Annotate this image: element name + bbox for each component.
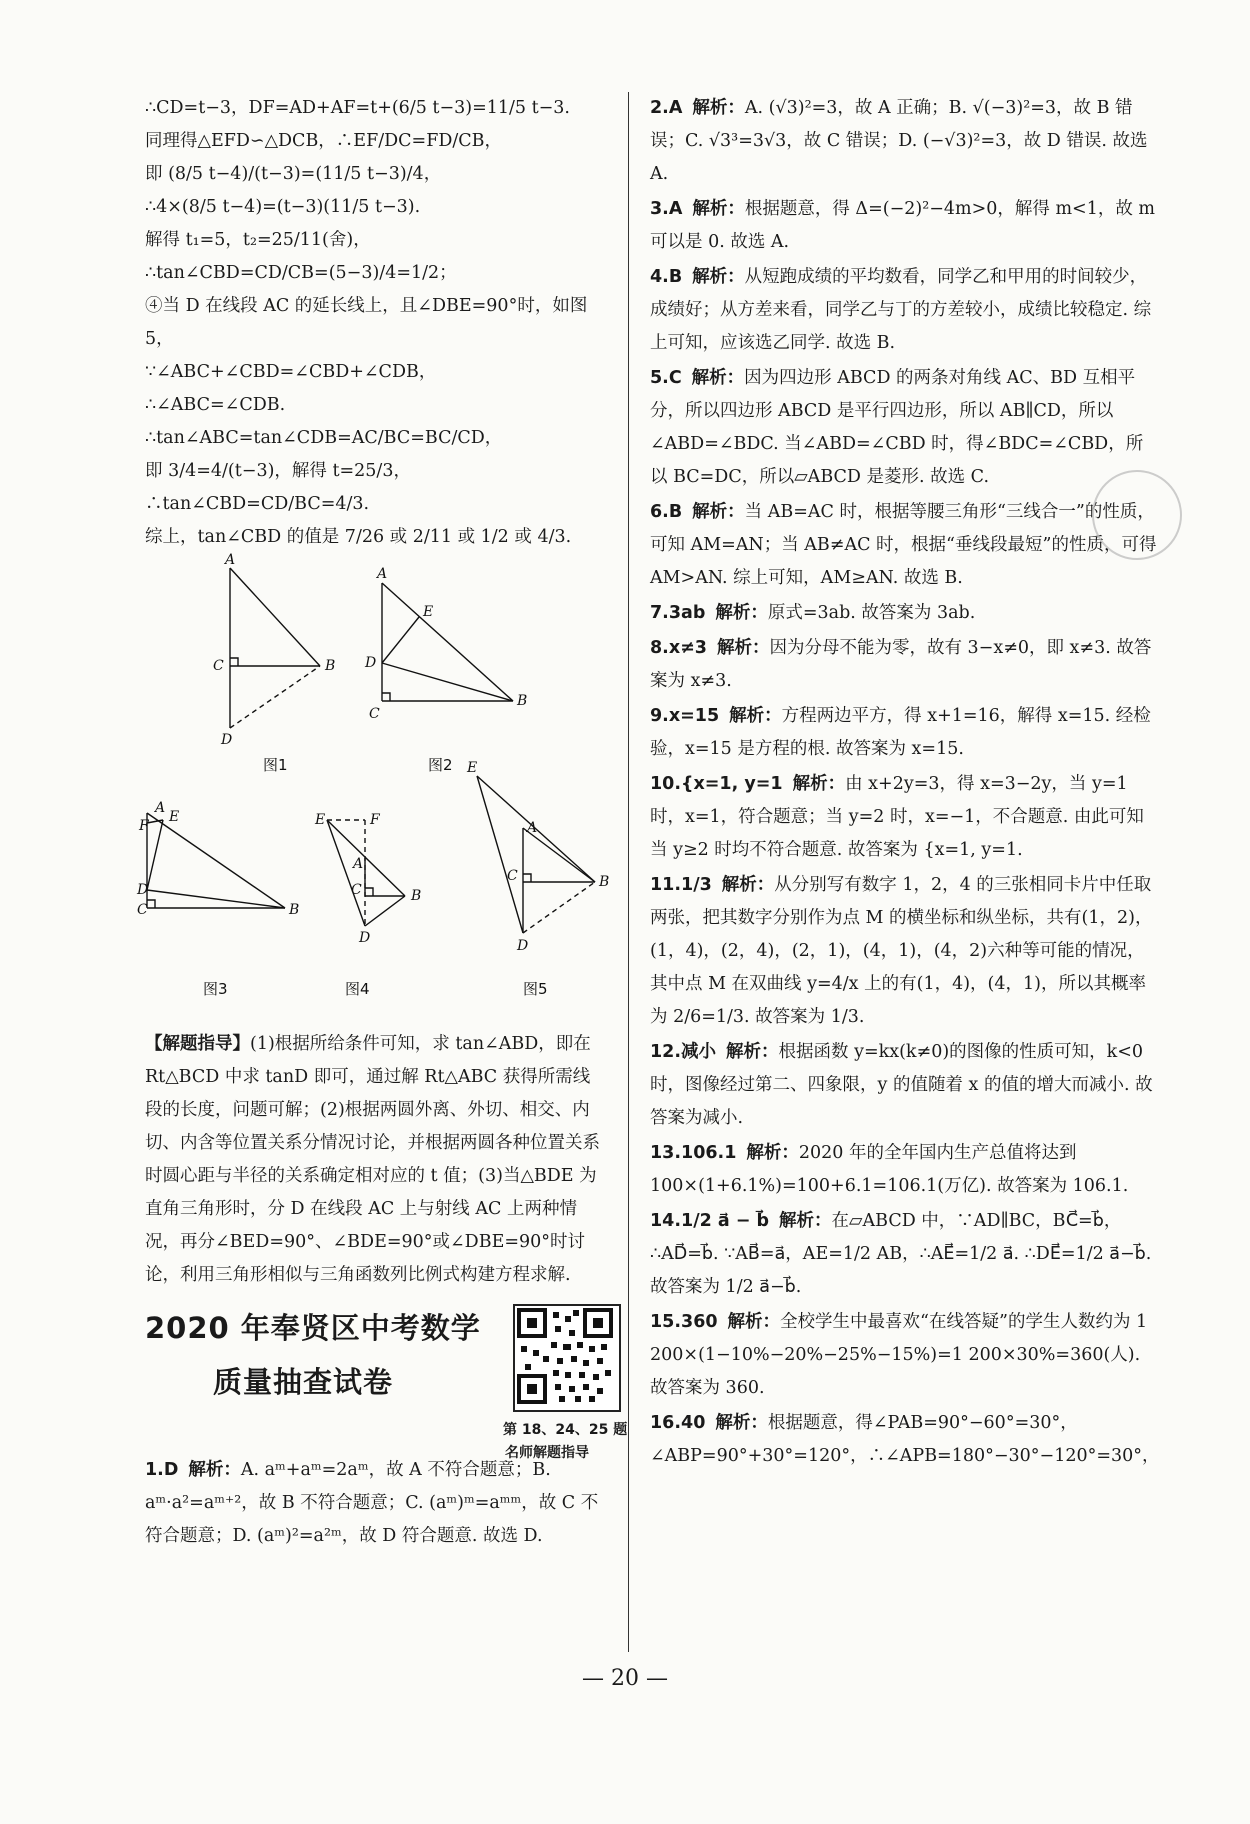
- analysis-text: 从分别写有数字 1，2，4 的三张相同卡片中任取两张，把其数字分别作为点 M 的横坐标和纵坐标，共有(1，2)，(1，4)，(2，4)，(2，1)，(4，1)，(4，2)六种等可能的情况，其中点 M 在双曲线 y=4/x 上的有(1，4)，(4，1)，所以其概率为 2/6=1/3. 故答案为 1/3.: [650, 875, 1153, 1027]
- analysis-label: 解析：: [792, 774, 846, 794]
- question-answer: A: [668, 98, 683, 118]
- question-number: 3.: [650, 199, 669, 219]
- analysis-label: 解析：: [691, 368, 745, 388]
- fig3-caption: 图3: [203, 980, 228, 998]
- analysis-label: 解析：: [729, 706, 782, 726]
- question-answer: {x=1, y=1: [681, 774, 783, 794]
- question-12: [650, 1036, 1160, 1135]
- left-line-11: 即 3/4=4/(t−3)，解得 t=25/3，∴tan∠CBD=CD/BC=4/3.: [145, 461, 411, 514]
- qr-code[interactable]: [513, 1304, 621, 1412]
- fig2-caption: 图2: [428, 756, 453, 774]
- question-6: [650, 496, 1160, 595]
- question-2: [650, 92, 1160, 191]
- qr-caption-guide: 名师解题指导: [505, 1445, 589, 1461]
- question-number: 6.: [650, 502, 669, 522]
- question-14: [650, 1205, 1160, 1304]
- question-number: 10.: [650, 774, 682, 794]
- question-number: 2.: [650, 98, 669, 118]
- question-5: [650, 362, 1160, 494]
- analysis-text: 由 x+2y=3，得 x=3−2y，当 y=1 时，x=1，符合题意；当 y=2 时，x=−1，不合题意. 由此可知当 y≥2 时均不符合题意. 故答案为 {x=1, y=1.: [650, 774, 1144, 860]
- figures-svg: [137, 552, 610, 1028]
- left-line-12: 综上，tan∠CBD 的值是 7/26 或 2/11 或 1/2 或 4/3.: [145, 527, 572, 547]
- analysis-text: A. aᵐ+aᵐ=2aᵐ，故 A 不符合题意；B. aᵐ·a²=aᵐ⁺²，故 B 不符合题意；C. (aᵐ)ᵐ=aᵐᵐ，故 C 不符合题意；D. (aᵐ)²=a²ᵐ，故 D 符合题意. 故选 D.: [145, 1460, 599, 1546]
- question-number: 15.: [650, 1312, 682, 1332]
- fig3-label-a: A: [155, 800, 166, 816]
- hint-text: (1)根据所给条件可知，求 tan∠ABD，即在 Rt△BCD 中求 tanD 即可，通过解 Rt△ABC 获得所需线段的长度，问题可解；(2)根据两圆外离、外切、相交、内切、内含等位置关系分情况讨论，并根据两圆各种位置关系时圆心距与半径的关系确定相对应的 t 值；(3)当△BDE 为直角三角形时，分 D 在线段 AC 上与射线 AC 上两种情况，再分∠BED=90°、∠BDE=90°或∠DBE=90°时讨论，利用三角形相似与三角函数列比例式构建方程求解.: [145, 1034, 600, 1285]
- exam-title-line-1: 2020 年奉贤区中考数学: [145, 1311, 481, 1345]
- left-line-10: ∴tan∠ABC=tan∠CDB=AC/BC=BC/CD，: [145, 428, 503, 448]
- right-column: [650, 92, 1160, 1475]
- left-line-9: ∴∠ABC=∠CDB.: [145, 395, 286, 415]
- fig4-label-d: D: [359, 930, 371, 946]
- fig5-label-a: A: [527, 820, 538, 836]
- fig3-label-b: B: [289, 902, 300, 918]
- fig2-label-e: E: [423, 604, 434, 620]
- fig2-segment-ab: [382, 583, 513, 701]
- fig1-label-a: A: [225, 552, 236, 568]
- question-number: 5.: [650, 368, 669, 388]
- analysis-label: 解析：: [716, 638, 770, 658]
- fig2-segment-db: [382, 663, 513, 701]
- fig3-label-f: F: [139, 818, 149, 834]
- analysis-text: 根据题意，得 Δ=(−2)²−4m>0，解得 m<1，故 m 可以是 0. 故选 A.: [650, 199, 1156, 252]
- fig4-right-angle: [365, 888, 373, 896]
- fig5-segment-db: [523, 882, 595, 933]
- analysis-label: 解析：: [715, 1413, 768, 1433]
- fig3-label-c: C: [137, 902, 148, 918]
- left-line-4: ∴4×(8/5 t−4)=(t−3)(11/5 t−3).: [145, 197, 421, 217]
- analysis-label: 解析：: [721, 875, 775, 895]
- fig4-label-a: A: [353, 856, 364, 872]
- analysis-label: 解析：: [692, 199, 745, 219]
- fig1-label-d: D: [221, 732, 233, 748]
- analysis-text: 2020 年的全年国内生产总值将达到 100×(1+6.1%)=100+6.1=106.1(万亿). 故答案为 106.1.: [650, 1143, 1129, 1196]
- left-line-3: 即 (8/5 t−4)/(t−3)=(11/5 t−3)/4，: [145, 164, 442, 184]
- fig2-label-c: C: [369, 706, 380, 722]
- qr-caption-questions: 第 18、24、25 题: [503, 1422, 628, 1438]
- analysis-label: 解析：: [715, 603, 768, 623]
- question-answer: x≠3: [668, 638, 707, 658]
- analysis-text: 从短跑成绩的平均数看，同学乙和甲用的时间较少，成绩好；从方差来看，同学乙与丁的方差较小，成绩比较稳定. 综上可知，应该选乙同学. 故选 B.: [650, 267, 1152, 353]
- analysis-text: 原式=3ab. 故答案为 3ab.: [767, 603, 976, 623]
- analysis-text: 根据题意，得∠PAB=90°−60°=30°，∠ABP=90°+30°=120°，∴∠APB=180°−30°−120°=30°，: [650, 1413, 1160, 1466]
- exam-title-block: [145, 1304, 628, 1461]
- fig2-right-angle: [382, 693, 390, 701]
- question-number: 1.: [145, 1460, 164, 1480]
- geometry-figures: [137, 552, 610, 1028]
- question-number: 7.: [650, 603, 669, 623]
- fig4-label-b: B: [411, 888, 422, 904]
- figure-4: [314, 812, 421, 946]
- exam-title-line-2: 质量抽查试卷: [213, 1365, 394, 1399]
- fig5-label-d: D: [517, 938, 529, 954]
- figure-1: [213, 552, 335, 748]
- question-number: 13.: [650, 1143, 682, 1163]
- question-16: [650, 1407, 1160, 1473]
- question-answer: D: [163, 1460, 179, 1480]
- question-number: 14.: [650, 1211, 682, 1231]
- fig5-segment-ab: [523, 828, 595, 882]
- analysis-text: A. (√3)²=3，故 A 正确；B. √(−3)²=3，故 B 错误；C. √3³=3√3，故 C 错误；D. (−√3)²=3，故 D 错误. 故选 A.: [650, 98, 1148, 184]
- question-answer: 360: [681, 1312, 718, 1332]
- fig1-label-c: C: [213, 658, 224, 674]
- fig3-segment-db: [147, 890, 285, 908]
- solution-hint: [145, 1028, 603, 1292]
- page-number: — 20 —: [582, 1666, 668, 1691]
- analysis-label: 解析：: [779, 1211, 832, 1231]
- question-answer: B: [668, 267, 683, 287]
- qr-code-graphic: [515, 1306, 615, 1406]
- fig4-segment-ed: [327, 820, 365, 926]
- left-column: [137, 92, 628, 1555]
- question-answer: x=15: [668, 706, 720, 726]
- figure-2: [364, 566, 527, 722]
- analysis-text: 因为分母不能为零，故有 3−x≠0，即 x≠3. 故答案为 x≠3.: [650, 638, 1152, 691]
- analysis-text: 全校学生中最喜欢“在线答疑”的学生人数约为 1 200×(1−10%−20%−25%−15%)=1 200×30%=360(人). 故答案为 360.: [650, 1312, 1148, 1398]
- question-number: 11.: [650, 875, 682, 895]
- analysis-label: 解析：: [692, 98, 745, 118]
- stamp-watermark-icon: [1092, 470, 1182, 560]
- analysis-text: 在▱ABCD 中，∵AD∥BC，BC⃗=b⃗，∴AD⃗=b⃗. ∵AB⃗=a⃗，AE=1/2 AB，∴AE⃗=1/2 a⃗. ∴DE⃗=1/2 a⃗−b⃗. 故答案为 1/2 a⃗−b⃗.: [650, 1211, 1152, 1297]
- fig3-label-d: D: [137, 882, 149, 898]
- left-line-8: ∵∠ABC+∠CBD=∠CBD+∠CDB，: [145, 362, 437, 382]
- question-11: [650, 869, 1160, 1034]
- fig1-caption: 图1: [263, 756, 288, 774]
- question-answer: B: [668, 502, 683, 522]
- left-line-1: ∴CD=t−3，DF=AD+AF=t+(6/5 t−3)=11/5 t−3.: [145, 98, 570, 118]
- fig2-label-a: A: [377, 566, 388, 582]
- fig5-label-e: E: [467, 760, 478, 776]
- question-7: [650, 597, 1160, 630]
- fig5-right-angle: [523, 874, 531, 882]
- question-15: [650, 1306, 1160, 1405]
- fig1-label-b: B: [325, 658, 336, 674]
- fig2-label-b: B: [517, 693, 528, 709]
- question-number: 4.: [650, 267, 669, 287]
- question-4: [650, 261, 1160, 360]
- analysis-label: 解析：: [692, 502, 745, 522]
- fig4-label-f: F: [370, 812, 380, 828]
- fig2-segment-de: [382, 617, 419, 663]
- figure-5: [466, 760, 609, 954]
- fig4-caption: 图4: [345, 980, 370, 998]
- question-answer: 减小: [681, 1042, 717, 1062]
- left-line-7: ④当 D 在线段 AC 的延长线上，且∠DBE=90°时，如图 5，: [145, 296, 588, 349]
- fig4-label-c: C: [351, 882, 362, 898]
- fig1-segment-ab: [230, 568, 320, 666]
- analysis-label: 解析：: [692, 267, 745, 287]
- fig3-label-e: E: [169, 809, 180, 825]
- question-8: [650, 632, 1160, 698]
- fig1-segment-db: [230, 666, 320, 728]
- question-number: 12.: [650, 1042, 682, 1062]
- analysis-label: 解析：: [726, 1042, 779, 1062]
- analysis-label: 解析：: [188, 1460, 241, 1480]
- fig1-right-angle: [230, 658, 238, 666]
- analysis-text: 因为四边形 ABCD 的两条对角线 AC、BD 互相平分，所以四边形 ABCD 是平行四边形，所以 AB∥CD，所以∠ABD=∠BDC. 当∠ABD=∠CBD 时，得∠BDC=∠CBD，所以 BC=DC，所以▱ABCD 是菱形. 故选 C.: [650, 368, 1144, 487]
- fig5-segment-ed: [477, 776, 523, 933]
- question-answer: 40: [681, 1413, 706, 1433]
- question-answer: A: [668, 199, 683, 219]
- fig3-right-angle: [147, 900, 155, 908]
- left-line-5: 解得 t₁=5，t₂=25/11(舍)，: [145, 230, 371, 250]
- question-answer: 106.1: [681, 1143, 737, 1163]
- figure-3: [136, 800, 299, 918]
- question-answer: 1/3: [681, 875, 712, 895]
- fig5-caption: 图5: [523, 980, 548, 998]
- question-answer: 1/2 a⃗ − b⃗: [681, 1211, 770, 1231]
- fig5-label-c: C: [507, 868, 518, 884]
- question-13: [650, 1137, 1160, 1203]
- fig4-label-e: E: [315, 812, 326, 828]
- question-answer: C: [668, 368, 682, 388]
- fig5-label-b: B: [599, 874, 610, 890]
- analysis-text: 当 AB=AC 时，根据等腰三角形“三线合一”的性质，可知 AM=AN；当 AB≠AC 时，根据“垂线段最短”的性质，可得 AM>AN. 综上可知，AM≥AN. 故选 B.: [650, 502, 1157, 588]
- fig4-segment-eb: [327, 820, 405, 896]
- question-3: [650, 193, 1160, 259]
- analysis-text: 根据函数 y=kx(k≠0)的图像的性质可知，k<0 时，图像经过第二、四象限，y 的值随着 x 的值的增大而减小. 故答案为减小.: [650, 1042, 1153, 1128]
- fig3-segment-ab: [147, 813, 285, 908]
- fig4-segment-db: [365, 896, 405, 926]
- question-10: [650, 768, 1160, 867]
- left-line-6: ∴tan∠CBD=CD/CB=(5−3)/4=1/2；: [145, 263, 457, 283]
- question-number: 9.: [650, 706, 669, 726]
- question-9: [650, 700, 1160, 766]
- analysis-text: 方程两边平方，得 x+1=16，解得 x=15. 经检验，x=15 是方程的根. 故答案为 x=15.: [650, 706, 1151, 759]
- fig3-segment-de: [147, 820, 163, 890]
- fig2-label-d: D: [365, 655, 377, 671]
- question-number: 16.: [650, 1413, 682, 1433]
- hint-tag: 【解题指导】: [145, 1034, 250, 1054]
- analysis-label: 解析：: [727, 1312, 781, 1332]
- question-answer: 3ab: [668, 603, 706, 623]
- analysis-label: 解析：: [746, 1143, 799, 1163]
- left-line-2: 同理得△EFD∽△DCB，∴EF/DC=FD/CB，: [145, 131, 503, 151]
- question-number: 8.: [650, 638, 669, 658]
- column-divider: [628, 92, 629, 1652]
